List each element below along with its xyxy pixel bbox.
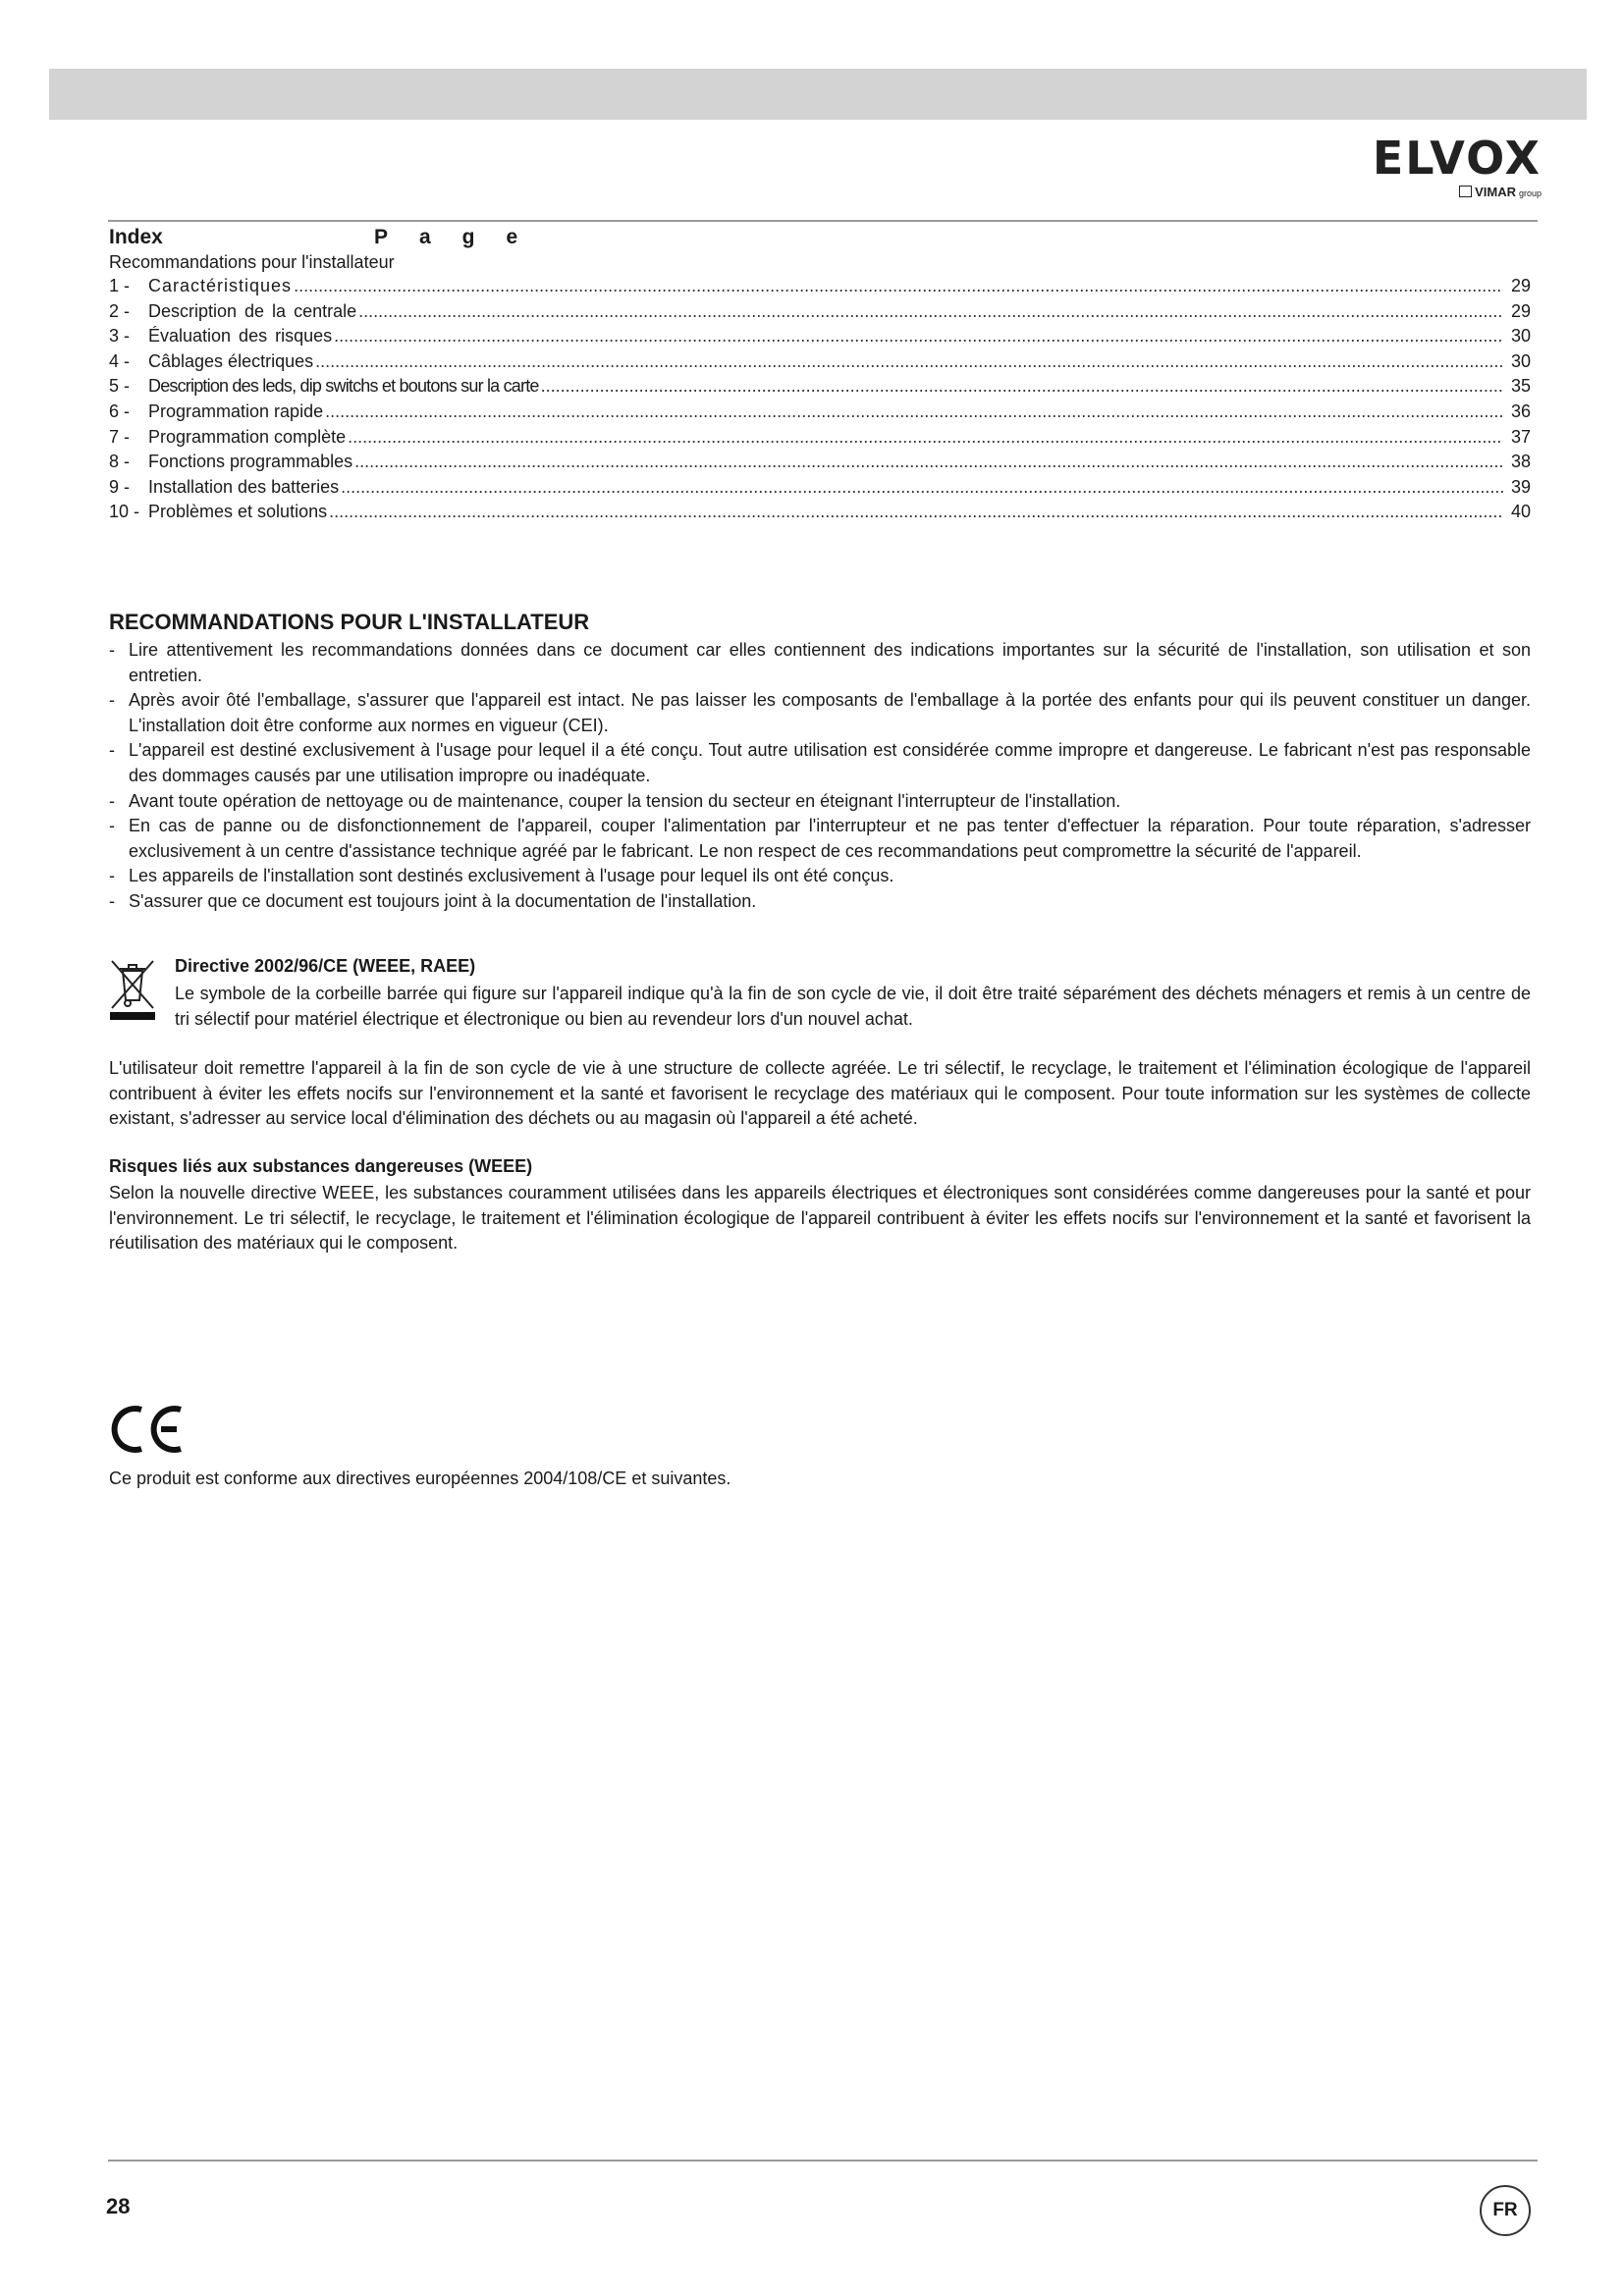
risks-title: Risques liés aux substances dangereuses (WEEE) [109,1156,533,1176]
weee-bin-icon [110,957,155,1020]
toc-num: 5 - [109,376,131,397]
user-paragraph: L'utilisateur doit remettre l'appareil à la fin de son cycle de vie à une structure de collecte agréée. Le tri sélectif, le recyclage, le traitement et l'élimination écologique de l'appareil contribuent à éviter les effets nocifs sur l'environnement et la santé et favorisent le recyclage des matériaux qui le composent. Pour toute information sur les systèmes de collecte existant, s'adresser au service local d'élimination des déchets ou au magasin où l'appareil a été acheté. [109,1058,1531,1129]
logo-vimar: VIMAR [1475,185,1516,199]
toc-page: 29 [1510,276,1531,295]
toc-leader [325,401,1503,422]
toc-title: Programmation complète [148,426,347,447]
vimar-icon [1459,186,1472,197]
toc-page: 40 [1510,502,1531,522]
toc-leader [348,427,1503,448]
toc-leader [541,376,1503,397]
list-item-text: S'assurer que ce document est toujours joint à la documentation de l'installation. [129,890,757,911]
list-item: - Lire attentivement les recommandations données dans ce document car elles contiennent des indications importantes sur la sécurité de l'installation, son utilisation et son entretien. [109,638,1531,688]
weee-title: Directive 2002/96/CE (WEEE, RAEE) [175,956,476,976]
footer-divider [108,2160,1538,2162]
toc-leader [329,502,1503,522]
toc-item[interactable] [109,502,1531,527]
toc-item[interactable] [109,401,1531,427]
toc-num: 1 - [109,276,131,295]
logo-group: group [1518,188,1542,198]
toc-leader [354,452,1503,472]
elvox-logo [1355,132,1542,206]
header-bar [49,69,1587,120]
toc-title: Problèmes et solutions [148,502,328,522]
toc-page: 38 [1510,452,1531,472]
index-subtitle: Recommandations pour l'installateur [109,252,395,272]
list-item: - Les appareils de l'installation sont destinés exclusivement à l'usage pour lequel ils ont été conçus. [109,864,1531,889]
toc-num: 9 - [109,476,131,497]
toc-page: 35 [1510,376,1531,397]
toc-title: Description de la centrale [148,300,357,321]
ce-mark-icon [110,1402,189,1457]
toc-num: 3 - [109,326,131,347]
list-item: - S'assurer que ce document est toujours joint à la documentation de l'installation. [109,889,1531,915]
ce-text: Ce produit est conforme aux directives européennes 2004/108/CE et suivantes. [109,1468,731,1488]
toc-title: Caractéristiques [148,276,293,295]
toc-num: 2 - [109,300,131,321]
weee-text: Le symbole de la corbeille barrée qui figure sur l'appareil indique qu'à la fin de son cycle de vie, il doit être traité séparément des déchets ménagers et remis à un centre de tri sélectif pour matériel électrique et électronique ou bien au revendeur lors d'un nouvel achat. [175,984,1531,1029]
toc-num: 10 - [109,502,140,522]
list-item: - Avant toute opération de nettoyage ou de maintenance, couper la tension du secteur en éteignant l'interrupteur de l'installation. [109,789,1531,815]
toc-num: 4 - [109,350,131,371]
index-title: Index [109,226,163,248]
toc-page: 39 [1510,476,1531,497]
list-item-text: Avant toute opération de nettoyage ou de maintenance, couper la tension du secteur en éteignant l'interrupteur de l'installation. [129,790,1121,811]
toc-leader [341,477,1503,498]
toc-num: 7 - [109,426,131,447]
toc-item[interactable] [109,301,1531,327]
toc-title: Programmation rapide [148,400,324,421]
toc-title: Description des leds, dip switchs et boutons sur la carte [148,376,539,397]
index-page-label: Page [374,226,550,248]
toc-leader [294,276,1503,296]
logo-wordmark: ELVOX [1372,132,1542,185]
toc-page: 36 [1510,400,1531,421]
toc-title: Câblages électriques [148,350,314,371]
header-divider [108,220,1538,222]
toc-page: 29 [1510,300,1531,321]
toc-leader [334,326,1503,347]
toc-item[interactable] [109,477,1531,503]
toc-leader [315,351,1503,372]
toc-title: Installation des batteries [148,476,340,497]
table-of-contents [109,276,1531,527]
list-item-text: En cas de panne ou de disfonctionnement de l'appareil, couper l'alimentation par l'interrupteur et ne pas tenter d'effectuer la réparation. Pour toute réparation, s'adresser exclusivement à un centre d'assistance technique agréé par le fabricant. Le non respect de ces recommandations peut compromettre la sécurité de l'appareil. [129,816,1531,861]
page-number: 28 [106,2194,131,2218]
toc-item[interactable] [109,326,1531,351]
language-badge: FR [1480,2185,1531,2236]
toc-num: 8 - [109,452,131,472]
list-item: - En cas de panne ou de disfonctionnement de l'appareil, couper l'alimentation par l'interrupteur et ne pas tenter d'effectuer la réparation. Pour toute réparation, s'adresser exclusivement à un centre d'assistance technique agréé par le fabricant. Le non respect de ces recommandations peut compromettre la sécurité de l'appareil. [109,814,1531,864]
toc-item[interactable] [109,276,1531,301]
toc-item[interactable] [109,452,1531,477]
recommendations-title: RECOMMANDATIONS POUR L'INSTALLATEUR [109,610,590,634]
recommendations-list [109,638,1531,915]
toc-item[interactable] [109,351,1531,377]
list-item-text: L'appareil est destiné exclusivement à l'usage pour lequel il a été conçu. Tout autre utilisation est considérée comme impropre et dangereuse. Le fabricant n'est pas responsable des dommages causés par une utilisation impropre ou inadéquate. [129,740,1531,785]
risks-text: Selon la nouvelle directive WEEE, les substances couramment utilisées dans les appareils électriques et électroniques sont considérées comme dangereuses pour la santé et pour l'environnement. Le tri sélectif, le recyclage, le traitement et l'élimination écologique de l'appareil contribuent à éviter les effets nocifs sur l'environnement et la santé et favorisent la réutilisation des matériaux qui le composent. [109,1183,1531,1254]
toc-title: Évaluation des risques [148,326,333,347]
toc-leader [358,301,1503,322]
toc-num: 6 - [109,400,131,421]
list-item-text: Après avoir ôté l'emballage, s'assurer que l'appareil est intact. Ne pas laisser les composants de l'emballage à la portée des enfants pour qui ils peuvent constituer un danger. L'installation doit être conforme aux normes en vigueur (CEI). [129,690,1531,735]
list-item: - Après avoir ôté l'emballage, s'assurer que l'appareil est intact. Ne pas laisser les composants de l'emballage à la portée des enfants pour qui ils peuvent constituer un danger. L'installation doit être conforme aux normes en vigueur (CEI). [109,688,1531,738]
logo-subline [1355,185,1542,199]
toc-title: Fonctions programmables [148,452,353,472]
list-item-text: Lire attentivement les recommandations données dans ce document car elles contiennent des indications importantes sur la sécurité de l'installation, son utilisation et son entretien. [129,640,1531,685]
toc-page: 30 [1510,326,1531,347]
list-item-text: Les appareils de l'installation sont destinés exclusivement à l'usage pour lequel ils ont été conçus. [129,866,894,886]
toc-item[interactable] [109,376,1531,401]
list-item: - L'appareil est destiné exclusivement à l'usage pour lequel il a été conçu. Tout autre utilisation est considérée comme impropre et dangereuse. Le fabricant n'est pas responsable des dommages causés par une utilisation impropre ou inadéquate. [109,738,1531,788]
toc-page: 30 [1510,350,1531,371]
toc-page: 37 [1510,426,1531,447]
toc-item[interactable] [109,427,1531,453]
